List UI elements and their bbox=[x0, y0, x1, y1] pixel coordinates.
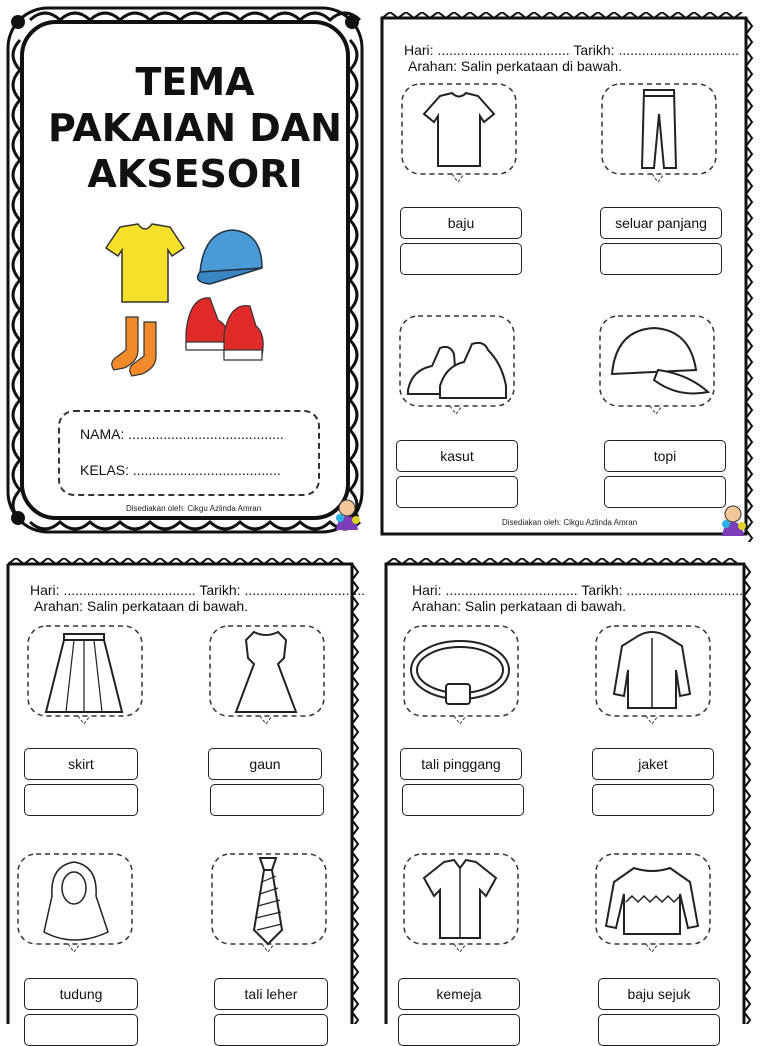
clothing-illustration bbox=[100, 222, 270, 382]
date-header[interactable]: Hari: .................................. Tarikh: ............................... bbox=[30, 582, 366, 598]
credit-text: Disediakan oleh: Cikgu Azlinda Amran bbox=[126, 504, 262, 513]
answer-box-skirt[interactable] bbox=[24, 784, 138, 816]
dress-icon bbox=[236, 632, 296, 712]
cover-title-line1: TEMA bbox=[135, 60, 255, 104]
cover-title-line3: AKSESORI bbox=[87, 152, 303, 196]
sweater-icon bbox=[606, 868, 698, 934]
instruction: Arahan: Salin perkataan di bawah. bbox=[34, 598, 249, 614]
hijab-picture bbox=[16, 852, 134, 956]
shoes-icon bbox=[408, 343, 506, 398]
dress-picture bbox=[208, 624, 326, 728]
date-header[interactable]: Hari: .................................. Tarikh: ............................... bbox=[404, 42, 740, 58]
shirt-picture bbox=[402, 852, 520, 956]
cover-page bbox=[0, 0, 372, 545]
answer-box-tudung[interactable] bbox=[24, 1014, 138, 1046]
word-card-baju: baju bbox=[400, 207, 522, 239]
date-header[interactable]: Hari: .................................. Tarikh: ............................... bbox=[412, 582, 748, 598]
trousers-picture bbox=[600, 82, 718, 186]
worksheet-3 bbox=[382, 558, 754, 1024]
instruction: Arahan: Salin perkataan di bawah. bbox=[408, 58, 623, 74]
word-card-baju-sejuk: baju sejuk bbox=[598, 978, 720, 1010]
name-class-box bbox=[58, 410, 320, 496]
answer-box-baju-sejuk[interactable] bbox=[598, 1014, 720, 1046]
sneakers-icon bbox=[186, 298, 263, 360]
trousers-icon bbox=[642, 90, 676, 168]
jacket-icon bbox=[614, 632, 690, 708]
cap-icon bbox=[612, 328, 708, 394]
word-card-gaun: gaun bbox=[208, 748, 322, 780]
word-card-tali-leher: tali leher bbox=[214, 978, 328, 1010]
instruction: Arahan: Salin perkataan di bawah. bbox=[412, 598, 627, 614]
answer-box-topi[interactable] bbox=[604, 476, 726, 508]
cover-title-line2: PAKAIAN DAN bbox=[48, 106, 342, 150]
word-card-tudung: tudung bbox=[24, 978, 138, 1010]
answer-box-gaun[interactable] bbox=[210, 784, 324, 816]
answer-box-kemeja[interactable] bbox=[398, 1014, 520, 1046]
hijab-icon bbox=[44, 862, 108, 940]
name-field[interactable]: NAMA: ........................................ bbox=[80, 426, 284, 442]
socks-icon bbox=[112, 317, 156, 376]
necktie-icon bbox=[254, 858, 282, 944]
skirt-icon bbox=[46, 634, 122, 712]
shirt-icon bbox=[424, 860, 496, 938]
mascot-icon bbox=[716, 502, 750, 536]
jacket-picture bbox=[594, 624, 712, 728]
answer-box-tali-pinggang[interactable] bbox=[402, 784, 524, 816]
belt-icon bbox=[414, 644, 506, 704]
worksheet-1 bbox=[378, 12, 754, 542]
belt-picture bbox=[402, 624, 520, 728]
sweater-picture bbox=[594, 852, 712, 956]
word-card-jaket: jaket bbox=[592, 748, 714, 780]
cap-picture bbox=[598, 314, 716, 418]
shoes-picture bbox=[398, 314, 516, 418]
tshirt-picture bbox=[400, 82, 518, 186]
answer-box-kasut[interactable] bbox=[396, 476, 518, 508]
class-field[interactable]: KELAS: ...................................... bbox=[80, 462, 281, 478]
skirt-picture bbox=[26, 624, 144, 728]
answer-box-tali-leher[interactable] bbox=[214, 1014, 328, 1046]
word-card-seluar-panjang: seluar panjang bbox=[600, 207, 722, 239]
cap-icon bbox=[198, 230, 262, 284]
answer-box-baju[interactable] bbox=[400, 243, 522, 275]
word-card-topi: topi bbox=[604, 440, 726, 472]
word-card-kemeja: kemeja bbox=[398, 978, 520, 1010]
necktie-picture bbox=[210, 852, 328, 956]
word-card-tali-pinggang: tali pinggang bbox=[400, 748, 522, 780]
tshirt-icon bbox=[424, 93, 494, 166]
word-card-kasut: kasut bbox=[396, 440, 518, 472]
answer-box-seluar-panjang[interactable] bbox=[600, 243, 722, 275]
tshirt-icon bbox=[106, 224, 184, 302]
word-card-skirt: skirt bbox=[24, 748, 138, 780]
worksheet-2 bbox=[4, 558, 366, 1024]
answer-box-jaket[interactable] bbox=[592, 784, 714, 816]
credit-text: Disediakan oleh: Cikgu Azlinda Amran bbox=[502, 518, 638, 527]
mascot-icon bbox=[330, 496, 364, 530]
